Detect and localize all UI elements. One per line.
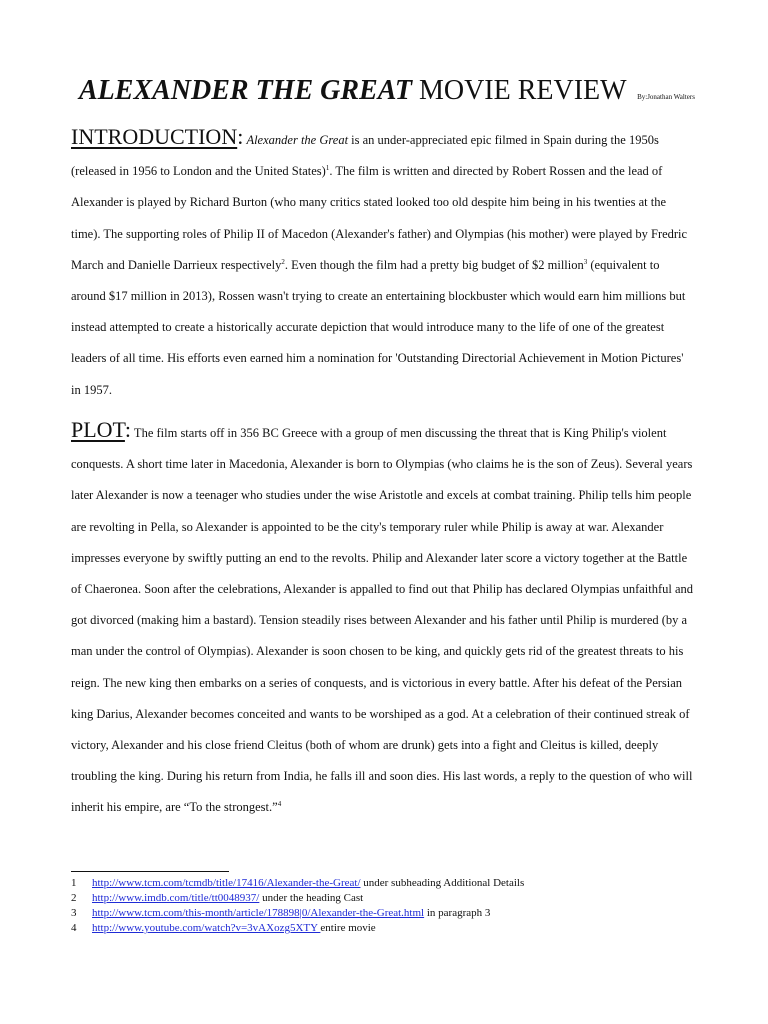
footnote-link[interactable]: http://www.youtube.com/watch?v=3vAXozg5XTY bbox=[92, 922, 321, 934]
plot-text: The film starts off in 356 BC Greece with a group of men discussing the threat that is King Philip's violent conquests. A short time later in Macedonia, Alexander is born to Olympias (who claims he is the son of Zeus). Several years later Alexander is now a teenager who studies under the wise Aristotle and excels at combat training. Philip tells him people are revolting in Pella, so Alexander is appointed to be the city's temporary ruler while Philip is away at war. Alexander impresses everyone by swiftly putting an end to the revolts. Philip and Alexander later score a victory together at the Battle of Chaeronea. Soon after the celebrations, Alexander is appalled to find out that Philip has declared Olympias unfaithful and got divorced (making him a bastard). Tension steadily rises between Alexander and his father until Philip is murdered (by a man under the control of Olympias). Alexander is soon chosen to be king, and quickly gets rid of the greatest threats to his reign. The new king then embarks on a series of conquests, and is victorious in every battle. After his defeat of the Persian king Darius, Alexander becomes conceited and wants to be worshiped as a god. At a celebration of their continued streak of victory, Alexander and his close friend Cleitus (both of whom are drunk) gets into a fight and Cleitus is killed, deeply troubling the king. During his return from India, he falls ill and soon dies. His last words, a reply to the question of who will inherit his empire, are “To the strongest.” bbox=[71, 426, 694, 815]
intro-text-3: . Even though the film had a pretty big budget of $2 million bbox=[284, 257, 584, 272]
footnote-item bbox=[71, 876, 711, 891]
intro-text-1: is an under-appreciated epic filmed in Spain during the 1950s (released in 1956 to London and the United States) bbox=[71, 133, 659, 179]
introduction-paragraph bbox=[71, 121, 695, 406]
title-film-name: ALEXANDER THE GREAT bbox=[79, 75, 412, 106]
footnote-ref-1[interactable]: 1 bbox=[325, 164, 330, 173]
footnotes-list bbox=[71, 876, 711, 936]
footnote-item bbox=[71, 906, 711, 921]
intro-film-title: Alexander the Great bbox=[246, 133, 349, 147]
footnote-number: 3 bbox=[71, 907, 77, 919]
footnote-separator bbox=[71, 871, 229, 872]
footnote-link[interactable]: http://www.tcm.com/this-month/article/178898|0/Alexander-the-Great.html bbox=[92, 907, 425, 919]
intro-text-2: . The film is written and directed by Robert Rossen and the lead of Alexander is played by Richard Burton (who many critics stated looked too old despite him being in his twenties at the time). The supporting roles of Philip II of Macedon (Alexander's father) and Olympias (his mother) were played by Fredric March and Danielle Darrieux respectively bbox=[71, 164, 688, 272]
introduction-heading-colon: : bbox=[237, 124, 244, 149]
footnote-item bbox=[71, 891, 711, 906]
plot-paragraph bbox=[71, 414, 695, 824]
footnote-ref-3[interactable]: 3 bbox=[583, 257, 588, 266]
footnote-number: 2 bbox=[71, 892, 77, 904]
footnote-number: 4 bbox=[71, 922, 77, 934]
introduction-heading: INTRODUCTION bbox=[71, 124, 238, 149]
footnote-note: under subheading Additional Details bbox=[360, 877, 525, 889]
footnote-note: in paragraph 3 bbox=[424, 907, 491, 919]
footnote-note: under the heading Cast bbox=[259, 892, 364, 904]
intro-text-4: (equivalent to around $17 million in 2013), Rossen wasn't trying to create an entertaining blockbuster which would earn him millions but instead attempted to create a historically accurate depiction that would introduce many to the life of one of the greatest leaders of all time. His efforts even earned him a nomination for 'Outstanding Directorial Achievement in Motion Pictures' in 1957. bbox=[71, 257, 686, 397]
footnote-ref-2[interactable]: 2 bbox=[281, 257, 285, 266]
plot-heading: PLOT bbox=[71, 417, 125, 442]
document-title bbox=[79, 74, 695, 114]
footnote-number: 1 bbox=[71, 877, 77, 889]
author-byline: By:Jonathan Walters bbox=[637, 93, 695, 101]
footnote-item bbox=[71, 921, 711, 936]
footnote-ref-4[interactable]: 4 bbox=[277, 800, 282, 809]
footnote-note: entire movie bbox=[320, 922, 376, 934]
plot-heading-colon: : bbox=[124, 417, 132, 442]
title-movie-review: MOVIE REVIEW bbox=[418, 75, 627, 106]
footnote-link[interactable]: http://www.imdb.com/title/tt0048937/ bbox=[92, 892, 260, 904]
footnote-link[interactable]: http://www.tcm.com/tcmdb/title/17416/Alexander-the-Great/ bbox=[92, 877, 361, 889]
